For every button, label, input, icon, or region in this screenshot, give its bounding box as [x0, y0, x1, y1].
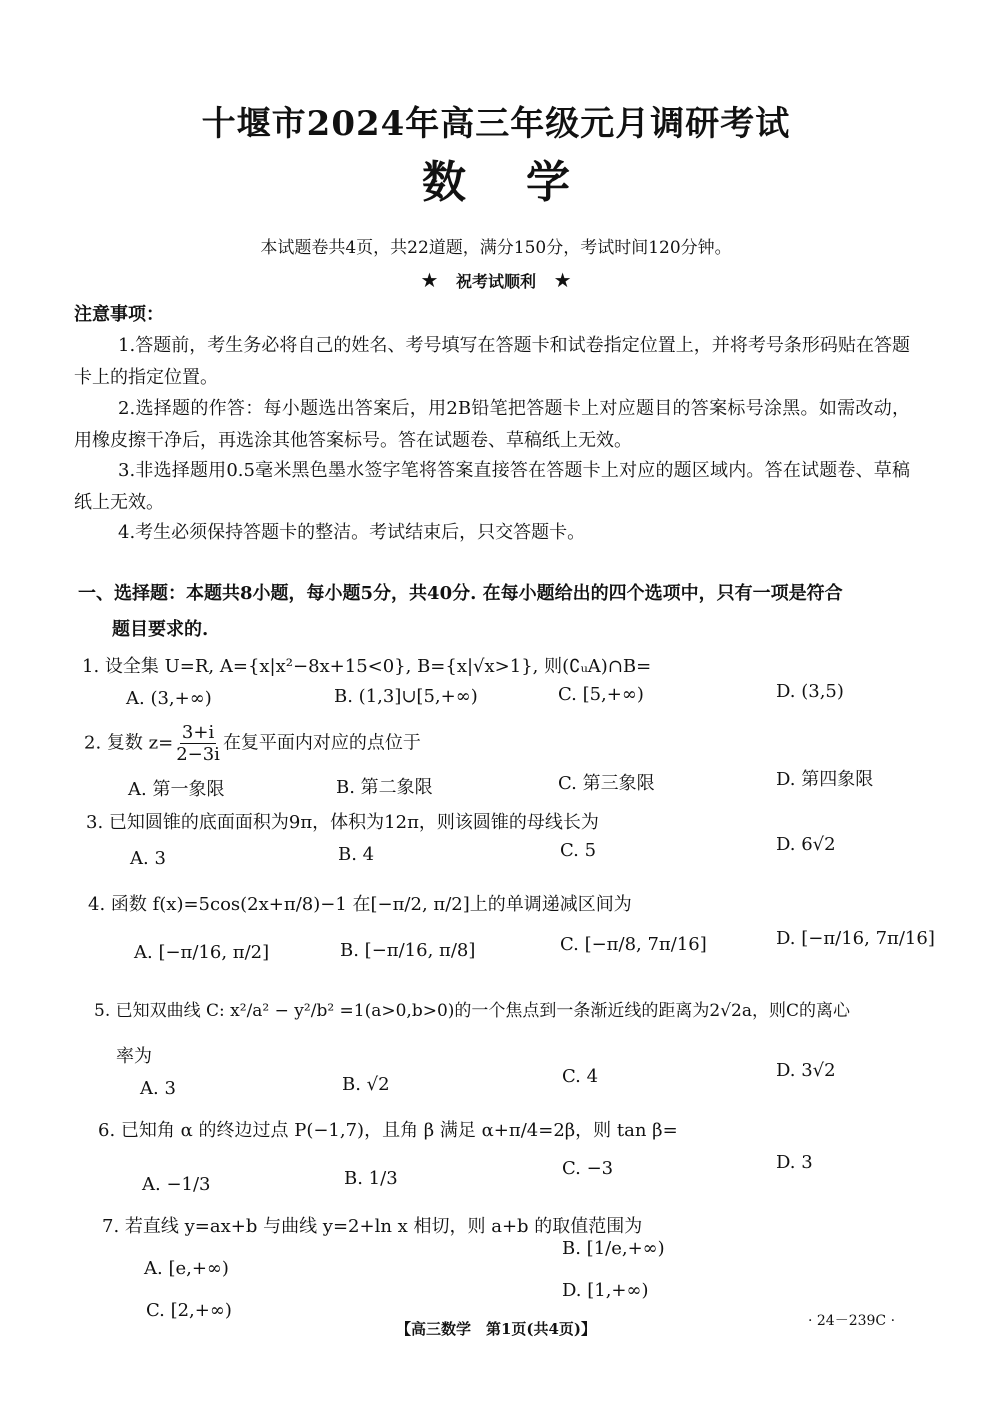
- notes-title: 注意事项：: [74, 304, 164, 325]
- note-item: 2.选择题的作答：每小题选出答案后，用2B铅笔把答题卡上对应题目的答案标号涂黑。如需改动，用橡皮擦干净后，再选涂其他答案标号。答在试题卷、草稿纸上无效。: [74, 398, 910, 451]
- question-5-option-d: D. 3√2: [776, 1060, 836, 1081]
- question-5-option-b: B. √2: [342, 1074, 390, 1095]
- question-6-option-c: C. −3: [562, 1158, 614, 1179]
- fraction-denominator: 2−3i: [176, 744, 220, 765]
- question-2-stem-pre: 2. 复数 z=: [84, 732, 174, 754]
- page-footer: 【高三数学 第1页(共4页)】: [395, 1320, 597, 1338]
- question-7-option-a: A. [e,+∞): [144, 1258, 229, 1279]
- question-3-option-b: B. 4: [338, 844, 375, 865]
- question-2-stem-post: 在复平面内对应的点位于: [222, 732, 421, 754]
- question-7-option-b: B. [1/e,+∞): [562, 1238, 665, 1259]
- question-4-option-d: D. [−π/16, 7π/16]: [776, 928, 935, 949]
- question-6-option-b: B. 1/3: [344, 1168, 398, 1189]
- question-1-option-a: A. (3,+∞): [126, 688, 212, 709]
- question-3-stem: 3. 已知圆锥的底面面积为9π，体积为12π，则该圆锥的母线长为: [86, 812, 599, 833]
- question-7-option-c: C. [2,+∞): [146, 1300, 232, 1321]
- section-title-line2: 题目要求的.: [112, 619, 209, 640]
- question-2-option-b: B. 第二象限: [336, 777, 433, 798]
- question-3-option-a: A. 3: [130, 848, 166, 869]
- question-2-option-d: D. 第四象限: [776, 769, 874, 790]
- exam-title: 十堰市2024年高三年级元月调研考试: [201, 104, 791, 144]
- question-6-option-d: D. 3: [776, 1152, 813, 1173]
- question-1-stem: 1. 设全集 U=R, A={x|x²−8x+15<0}, B={x|√x>1}, 则(∁ᵤA)∩B=: [82, 656, 652, 677]
- question-2-fraction: [174, 722, 222, 765]
- question-7-stem: 7. 若直线 y=ax+b 与曲线 y=2+ln x 相切，则 a+b 的取值范围为: [102, 1216, 643, 1237]
- question-3-option-c: C. 5: [560, 840, 597, 861]
- question-6-stem: 6. 已知角 α 的终边过点 P(−1,7)，且角 β 满足 α+π/4=2β，则 tan β=: [98, 1120, 678, 1141]
- question-1-option-d: D. (3,5): [776, 681, 844, 702]
- question-5-stem: 5. 已知双曲线 C: x²/a² − y²/b² =1(a>0,b>0)的一个焦点到一条渐近线的距离为2√2a，则C的离心: [94, 1001, 851, 1021]
- star-icon: ★: [420, 268, 439, 292]
- paper-code: · 24－239C ·: [808, 1313, 896, 1329]
- section-heading: [78, 576, 910, 648]
- question-4-option-b: B. [−π/16, π/8]: [340, 940, 476, 961]
- question-4-option-a: A. [−π/16, π/2]: [134, 942, 270, 963]
- section-title-line1: 一、选择题：本题共8小题，每小题5分，共40分. 在每小题给出的四个选项中，只有一项是符合: [78, 583, 843, 604]
- question-4-stem: 4. 函数 f(x)=5cos(2x+π/8)−1 在[−π/2, π/2]上的单调递减区间为: [88, 894, 632, 915]
- note-item: 1.答题前，考生务必将自己的姓名、考号填写在答题卡和试卷指定位置上，并将考号条形码贴在答题卡上的指定位置。: [74, 335, 910, 388]
- question-1-option-b: B. (1,3]∪[5,+∞): [334, 686, 478, 707]
- star-icon: ★: [553, 268, 572, 292]
- fraction-numerator: 3+i: [181, 722, 215, 743]
- note-item: 4.考生必须保持答题卡的整洁。考试结束后，只交答题卡。: [118, 522, 586, 543]
- question-2-stem: [84, 722, 421, 765]
- question-2-option-a: A. 第一象限: [128, 779, 225, 800]
- note-item: 3.非选择题用0.5毫米黑色墨水签字笔将答案直接答在答题卡上对应的题区域内。答在试题卷、草稿纸上无效。: [74, 460, 910, 513]
- question-4-option-c: C. [−π/8, 7π/16]: [560, 934, 707, 955]
- wish-line: [0, 268, 992, 292]
- question-7-option-d: D. [1,+∞): [562, 1280, 649, 1301]
- wish-text: 祝考试顺利: [455, 272, 536, 291]
- exam-info: 本试题卷共4页，共22道题，满分150分，考试时间120分钟。: [260, 238, 732, 258]
- question-5-option-c: C. 4: [562, 1066, 599, 1087]
- question-5-stem-cont: 率为: [116, 1046, 152, 1067]
- question-6-option-a: A. −1/3: [142, 1174, 211, 1195]
- question-3-option-d: D. 6√2: [776, 834, 836, 855]
- subject-title: 数学: [422, 157, 630, 208]
- question-2-option-c: C. 第三象限: [558, 773, 655, 794]
- question-5-option-a: A. 3: [140, 1078, 176, 1099]
- question-1-option-c: C. [5,+∞): [558, 684, 644, 705]
